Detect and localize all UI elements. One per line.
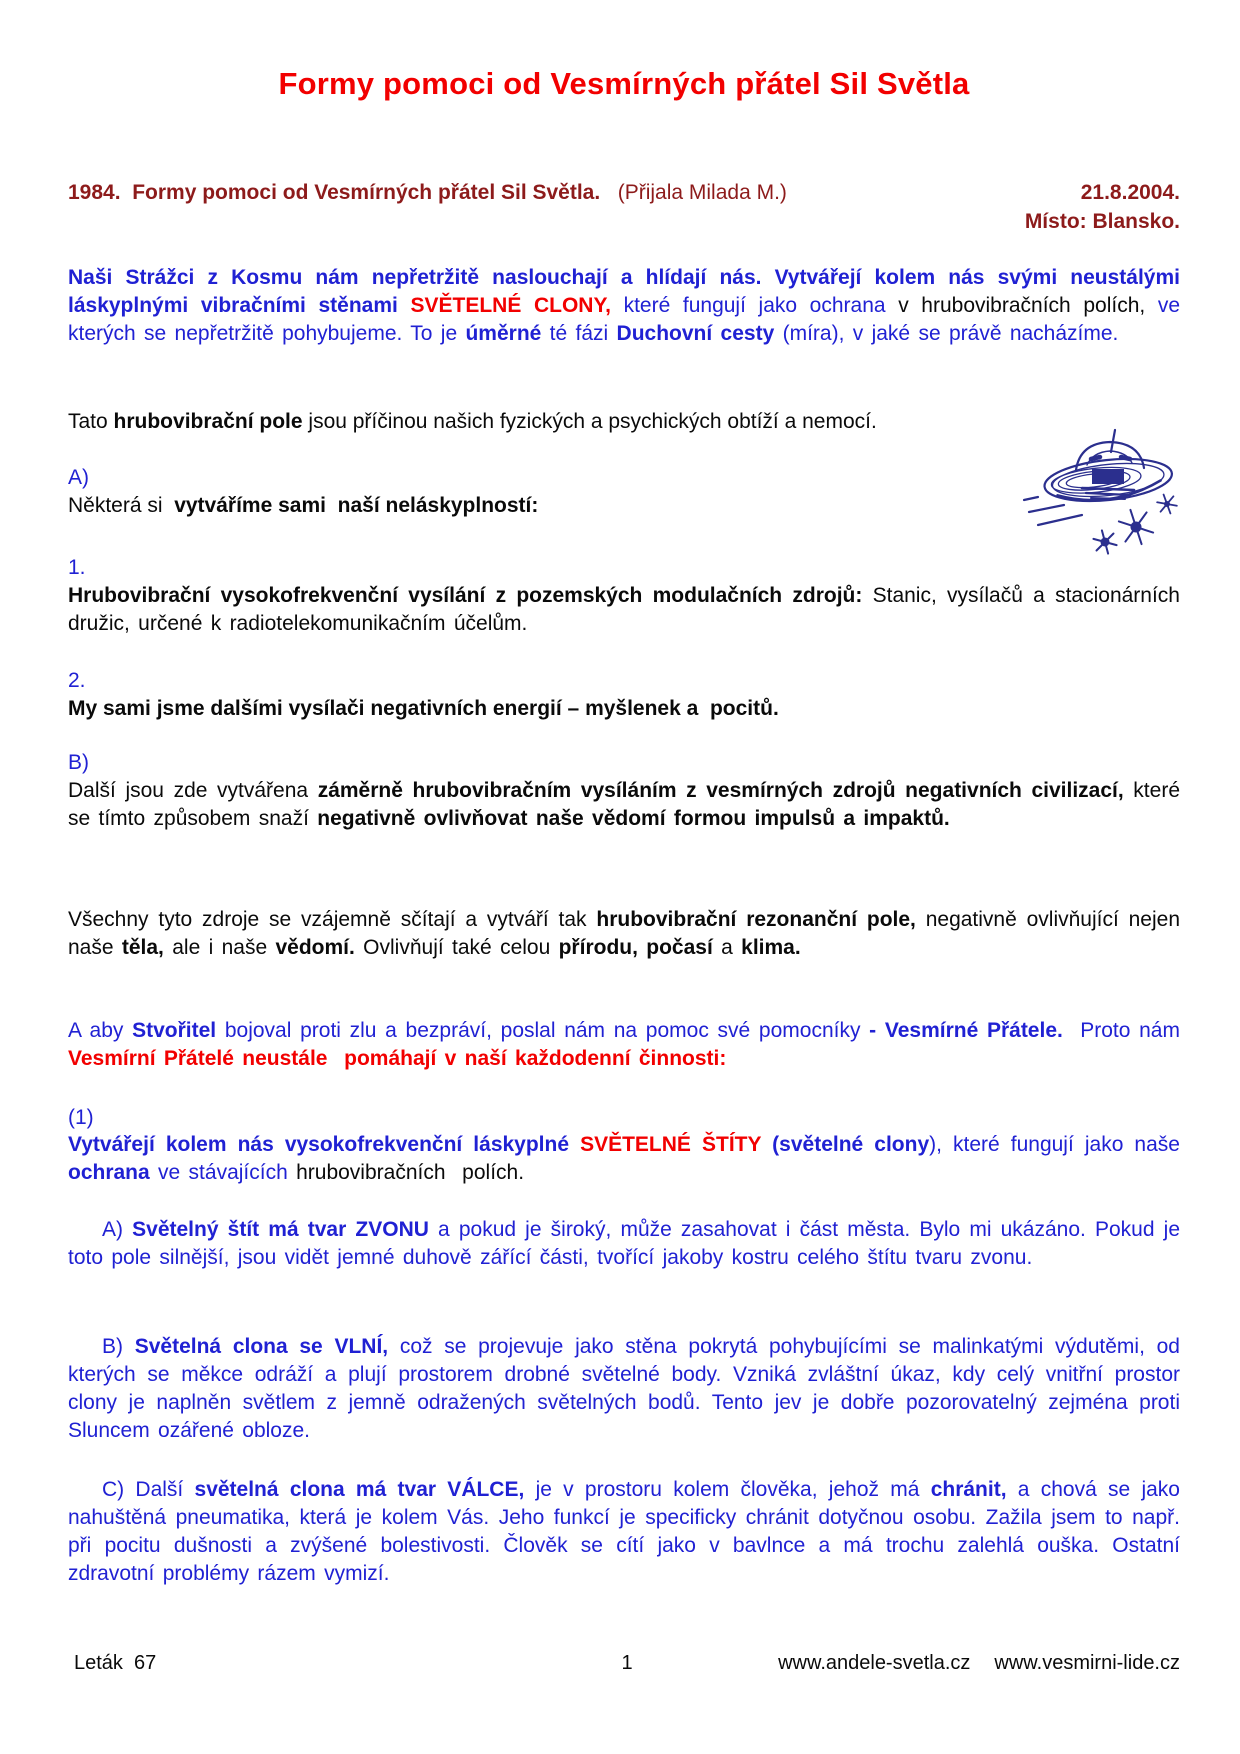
text-run: bojoval proti zlu a bezpráví, poslal nám na pomoc své pomocníky [216,1019,870,1042]
text-run: negativně ovlivňovat naše vědomí formou impulsů a impaktů. [317,807,950,830]
text-run: A aby [68,1019,133,1042]
text-run: Proto nám [1062,1019,1189,1042]
text-run: (světelné clony [772,1133,930,1156]
content-column [68,0,1189,1754]
text-run: těla, [121,936,164,959]
text-run: Duchovní cesty [616,322,775,345]
text-run: Světelná clona se VLNÍ, [134,1335,389,1358]
star-sparkle-small [1157,495,1177,514]
text-run: hrubovibračních polích. [296,1161,525,1184]
text-run: Tato [68,410,114,433]
fields-paragraph [68,408,1180,436]
text-run: ve kterých se nepřetržitě pohybujeme. To je [68,294,1189,345]
text-run: 2. [68,669,86,692]
motion-line-1 [1024,497,1038,500]
text-run: té fázi [541,322,617,345]
ufo-shade-3 [1091,498,1125,499]
ufo-dome [1076,442,1144,470]
text-run: které se tímto způsobem snaží [68,779,1189,830]
header-place: Místo: Blansko. [1024,210,1180,233]
ufo-window-left [1091,457,1100,459]
footer-url-andele-svetla: www.andele-svetla.cz [778,1652,971,1674]
text-run: Vytvářejí kolem nás vysokofrekvenční láskyplné [68,1133,581,1156]
footer-leaflet-number: Leták 67 [74,1652,157,1674]
text-run: Stvořitel [132,1019,217,1042]
text-run: což se projevuje jako stěna pokrytá pohybujícími se malinkatými výdutěmi, od kterých se měkce odráží a plují prostorem drobné světelné body. Vzniká zvláštní úkaz, kdy celý vnitřní prostor clony je naplněn světlem z jemně odražených světelných bodů. Tento jev je dobře pozorovatelný zejména proti Sluncem ozářené obloze. [68,1335,1189,1442]
text-run: Světelný štít má tvar ZVONU [132,1218,429,1241]
page-title: Formy pomoci od Vesmírných přátel Sil Světla [278,66,970,101]
text-run: 1984. Formy pomoci od Vesmírných přátel Sil Světla. [68,181,601,204]
text-run: Naši Strážci z Kosmu nám nepřetržitě naslouchají a hlídají nás. Vytvářejí kolem nás svými neustálými láskyplnými vibračními stěnami [68,266,1189,317]
text-run: a chová se jako nahuštěná pneumatika, která je kolem Vás. Jeho funkcí je specificky chránit dotyčnou osobu. Zažila jsem to např. při pocitu dušnosti a zvýšené bolestivosti. Člověk se cítí jako v bavlnce a má trochu zalehlá ouška. Ostatní zdravotní problémy rázem vymizí. [68,1478,1189,1585]
text-run: Všechny tyto zdroje se vzájemně sčítají a vytváří tak [68,908,597,931]
footer-urls [647,1652,1180,1675]
shield-bell-paragraph [68,1216,1189,1272]
text-run: úměrné [465,322,542,345]
help-1-paragraph [68,1131,1189,1187]
text-run: SVĚTELNÉ ŠTÍTY [580,1133,773,1156]
text-run: ale i naše [163,936,276,959]
motion-line-2 [1029,505,1064,512]
page-number: 1 [621,1652,633,1674]
text-run: B) [68,751,89,774]
ufo-illustration [1020,428,1192,560]
motion-line-3 [1038,515,1082,525]
summary-paragraph [68,906,1189,962]
text-run: - Vesmírné Přátele. [869,1019,1063,1042]
intro-paragraph [68,264,1189,348]
item-1-label [68,554,1180,582]
text-run: a pokud je široký, může zasahovat i část města. Bylo mi ukázáno. Pokud je toto pole silnější, jsou vidět jemné duhově zářící části, tvořící jakoby kostru celého štítu tvaru zvonu. [68,1218,1189,1269]
header-date: 21.8.2004. [1080,181,1180,204]
text-run: ve stávajících [149,1161,297,1184]
text-run: jsou příčinou našich fyzických a psychických obtíží a nemocí. [302,410,877,433]
text-run: B) [102,1335,135,1358]
text-run: (míra), v jaké se právě nacházíme. [774,322,1119,345]
shield-wave-paragraph [68,1333,1189,1445]
shield-cylinder-paragraph [68,1476,1189,1588]
section-a-label [68,464,1180,492]
item-1-paragraph [68,582,1189,638]
text-run: Některá si [68,494,175,517]
footer-url-vesmirni-lide: www.vesmirni-lide.cz [994,1652,1180,1674]
document-body [68,0,1189,1754]
text-run: a [712,936,742,959]
text-run: které fungují jako ochrana [610,294,899,317]
section-a-heading [68,492,1180,520]
text-run: přírodu, počasí [558,936,713,959]
text-run: záměrně hrubovibračním vysíláním z vesmírných zdrojů negativních civilizací, [317,779,1124,802]
text-run: Hrubovibrační vysokofrekvenční vysílání z pozemských modulačních zdrojů: [68,584,863,607]
section-b-paragraph [68,777,1189,833]
text-run: ochrana [68,1161,150,1184]
text-run: SVĚTELNÉ CLONY, [410,294,611,317]
text-run: My sami jsme dalšími vysílači negativních energií – myšlenek a pocitů. [68,697,779,720]
text-run: A) [68,466,89,489]
help-1-label [68,1104,1180,1132]
creator-paragraph [68,1017,1189,1073]
text-run: negativně ovlivňující nejen naše [68,908,1189,959]
text-run: hrubovibrační pole [113,410,303,433]
text-run: C) Další [102,1478,195,1501]
ufo-cabin [1092,469,1124,484]
text-run: světelná clona má tvar VÁLCE, [194,1478,525,1501]
text-run: (1) [68,1106,94,1129]
star-sparkle-medium [1093,530,1116,553]
text-run: klima. [741,936,801,959]
text-run: ), které fungují jako naše [929,1133,1189,1156]
text-run: vědomí. [275,936,355,959]
text-run: v hrubovibračních polích, [898,294,1146,317]
text-run: 1. [68,556,86,579]
page-footer [68,1652,1180,1675]
section-b-label [68,749,1180,777]
text-run: (Přijala Milada M.) [600,181,787,204]
text-run: je v prostoru kolem člověka, jehož má [524,1478,931,1501]
text-run: Další jsou zde vytvářena [68,779,318,802]
text-run: Ovlivňují také celou [354,936,559,959]
item-2-paragraph [68,695,1180,723]
item-2-label [68,667,1180,695]
text-run: chránit, [930,1478,1007,1501]
star-sparkle-large [1119,510,1153,544]
text-run: Stanic, vysílačů a stacionárních družic, určené k radiotelekomunikačním účelům. [68,584,1189,635]
text-run: Vesmírní Přátelé neustále pomáhají v naší každodenní činnosti: [68,1047,727,1070]
text-run: hrubovibrační rezonanční pole, [596,908,916,931]
text-run: A) [102,1218,133,1241]
text-run: vytváříme sami naší neláskyplností: [174,494,539,517]
